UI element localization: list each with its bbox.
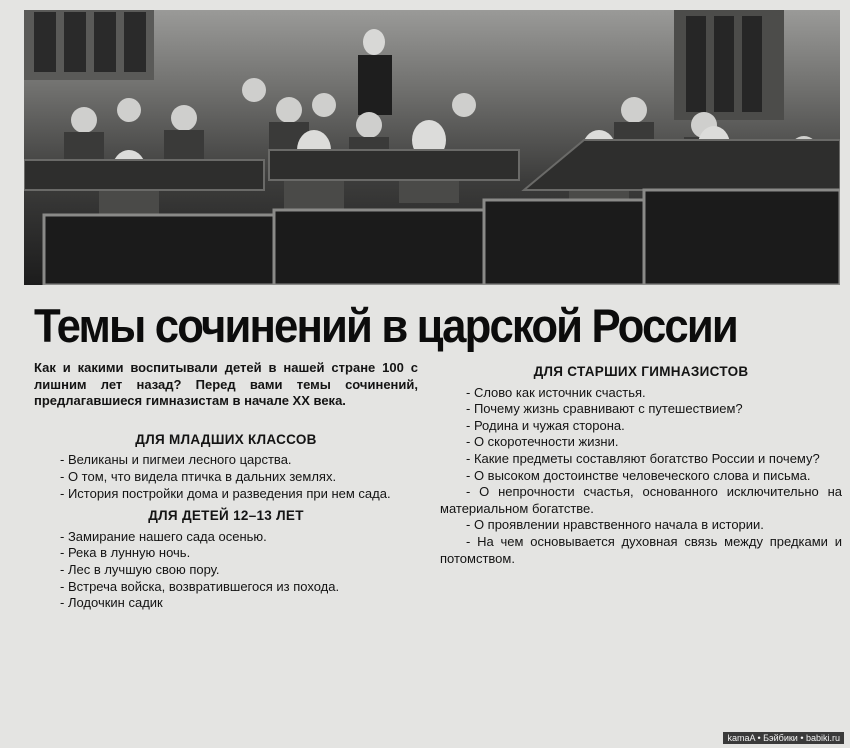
list-item: - О том, что видела птичка в дальних землях. <box>60 468 337 484</box>
classroom-illustration <box>24 10 840 285</box>
watermark: kamaA • Бэйбики • babiki.ru <box>723 732 844 744</box>
senior-topics-list <box>440 385 842 568</box>
list-item: - О скоротечности жизни. <box>466 434 619 450</box>
list-item: - О проявлении нравственного начала в истории. <box>466 517 764 533</box>
kids-topics-list <box>34 529 418 612</box>
classroom-photo <box>24 10 840 285</box>
list-item: - Великаны и пигмеи лесного царства. <box>60 452 292 468</box>
section-heading-kids: ДЛЯ ДЕТЕЙ 12–13 ЛЕТ <box>148 508 304 524</box>
list-item: - О высоком достоинстве человеческого слова и письма. <box>466 467 811 483</box>
list-item: - Родина и чужая сторона. <box>466 417 625 433</box>
article-title: Темы сочинений в царской России <box>34 299 737 352</box>
list-item: - Почему жизнь сравнивают с путешествием? <box>466 401 743 417</box>
article-intro: Как и какими воспитывали детей в нашей стране 100 с лишним лет назад? Перед вами темы сочинений, предлагавшиеся гимназистам в начале XX века. <box>34 360 418 409</box>
list-item: - Река в лунную ночь. <box>60 545 191 561</box>
list-item: - История постройки дома и разведения при нем сада. <box>60 485 391 501</box>
list-item: - Слово как источник счастья. <box>466 384 646 400</box>
list-item: - Лес в лучшую свою пору. <box>60 561 220 577</box>
list-item: - Лодочкин садик <box>60 595 163 611</box>
left-column <box>34 360 418 612</box>
right-column <box>440 360 842 567</box>
list-item: - Замирание нашего сада осенью. <box>60 528 267 544</box>
junior-topics-list <box>34 452 418 502</box>
list-item: - Встреча войска, возвратившегося из похода. <box>60 578 340 594</box>
list-item: - Какие предметы составляют богатство России и почему? <box>466 450 820 466</box>
section-heading-junior: ДЛЯ МЛАДШИХ КЛАССОВ <box>135 431 317 447</box>
list-item: - О непрочности счастья, основанного исключительно на материальном богатстве. <box>440 484 842 516</box>
list-item: - На чем основывается духовная связь между предками и потомством. <box>440 533 842 566</box>
section-heading-senior: ДЛЯ СТАРШИХ ГИМНАЗИСТОВ <box>533 364 749 379</box>
